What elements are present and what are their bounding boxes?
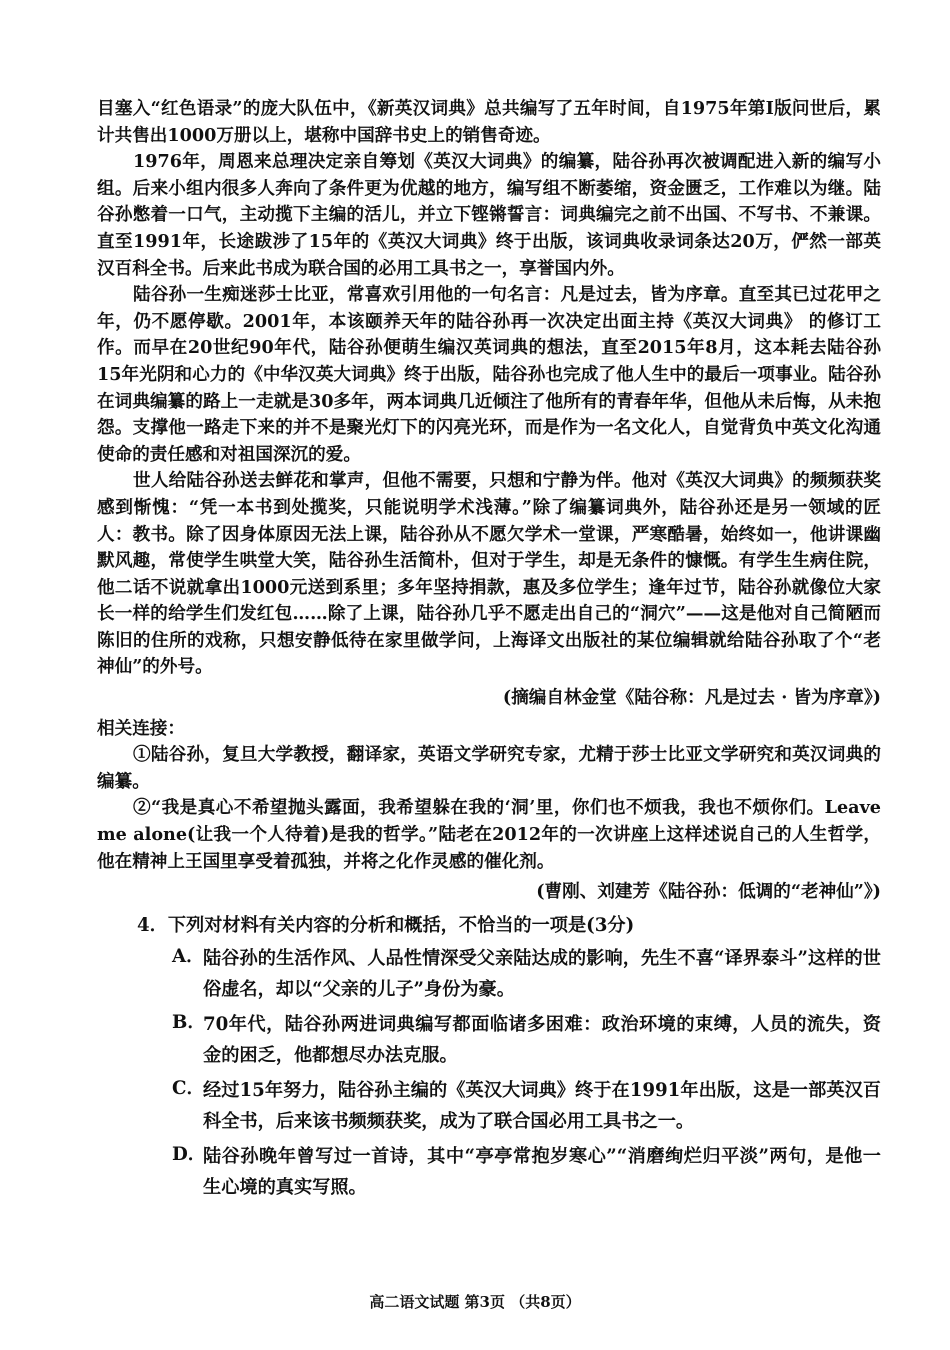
article-source: (摘编自林金堂《陆谷称：凡是过去 · 皆为序章》) bbox=[502, 687, 881, 709]
option-text: 70年代，陆谷孙两进词典编写都面临诸多困难：政治环境的束缚，人员的流失，资金的困乏，他都想尽办法克服。 bbox=[203, 1013, 881, 1066]
related-item-2: ②“我是真心不希望抛头露面，我希望躲在我的‘洞’里，你们也不烦我，我也不烦你们。Leave me alone(让我一个人待着)是我的哲学。”陆老在2012年的一次讲座上这样述说自己的人生哲学，他在精神上王国里享受着孤独，并将之化作灵感的催化剂。 bbox=[97, 797, 881, 872]
related-source: (曹刚、刘建芳《陆谷孙：低调的“老神仙”》) bbox=[536, 881, 881, 903]
option-letter: C． bbox=[172, 1077, 205, 1099]
article-paragraph-3: 陆谷孙一生痴迷莎士比亚，常喜欢引用他的一句名言：凡是过去，皆为序章。直至其已过花甲之年，仍不愿停歇。2001年，本该颐养天年的陆谷孙再一次决定出面主持《英汉大词典》 的修订工作。而早在20世纪90年代，陆谷孙便萌生编汉英词典的想法，直至2015年8月，这本耗去陆谷孙15年光阴和心力的《中华汉英大词典》终于出版，陆谷孙也完成了他人生中的最后一项事业。陆谷孙在词典编纂的路上一走就是30多年，两本词典几近倾注了他所有的青春年华，但他从未后悔，从未抱怨。支撑他一路走下来的并不是聚光灯下的闪亮光环，而是作为一名文化人，自觉背负中英文化沟通使命的责任感和对祖国深沉的爱。 bbox=[97, 284, 881, 465]
question-4 bbox=[97, 912, 881, 1203]
option-letter: A． bbox=[172, 945, 205, 967]
related-item-1: ①陆谷孙，复旦大学教授，翻译家，英语文学研究专家，尤精于莎士比亚文学研究和英汉词典的编纂。 bbox=[97, 744, 881, 792]
article-paragraph-1: 目塞入“红色语录”的庞大队伍中，《新英汉词典》总共编写了五年时间，自1975年第Ⅰ版问世后，累计共售出1000万册以上，堪称中国辞书史上的销售奇迹。 bbox=[97, 98, 881, 146]
article-paragraph-4: 世人给陆谷孙送去鲜花和掌声，但他不需要，只想和宁静为伴。他对《英汉大词典》的频频获奖感到惭愧：“凭一本书到处揽奖，只能说明学术浅薄。”除了编纂词典外，陆谷孙还是另一领域的匠人：教书。除了因身体原因无法上课，陆谷孙从不愿欠学术一堂课，严寒酷暑，始终如一，他讲课幽默风趣，常使学生哄堂大笑，陆谷孙生活简朴，但对于学生，却是无条件的慷慨。有学生生病住院，他二话不说就拿出1000元送到系里；多年坚持捐款，惠及多位学生；逢年过节，陆谷孙就像位大家长一样的给学生们发红包……除了上课，陆谷孙几乎不愿走出自己的“洞穴”——这是他对自己简陋而陈旧的住所的戏称，只想安静低待在家里做学问，上海译文出版社的某位编辑就给陆谷孙取了个“老神仙”的外号。 bbox=[97, 470, 881, 678]
question-stem: 4．下列对材料有关内容的分析和概括，不恰当的一项是(3分) bbox=[137, 914, 635, 936]
option-a[interactable] bbox=[172, 943, 881, 1005]
option-letter: B． bbox=[172, 1011, 206, 1033]
page-footer: 高二语文试题 第3页 （共8页） bbox=[369, 1293, 581, 1311]
option-text: 经过15年努力，陆谷孙主编的《英汉大词典》终于在1991年出版，这是一部英汉百科全书，后来该书频频获奖，成为了联合国必用工具书之一。 bbox=[203, 1079, 881, 1132]
option-b[interactable] bbox=[172, 1009, 881, 1071]
page-content bbox=[97, 96, 881, 1203]
option-d[interactable] bbox=[172, 1141, 881, 1203]
related-heading: 相关连接： bbox=[97, 717, 185, 739]
article-paragraph-2: 1976年，周恩来总理决定亲自筹划《英汉大词典》的编纂，陆谷孙再次被调配进入新的编写小组。后来小组内很多人奔向了条件更为优越的地方，编写组不断萎缩，资金匮乏，工作难以为继。陆谷孙憋着一口气，主动揽下主编的活儿，并立下铿锵誓言：词典编完之前不出国、不写书、不兼课。直至1991年，长途跋涉了15年的《英汉大词典》终于出版，该词典收录词条达20万，俨然一部英汉百科全书。后来此书成为联合国的必用工具书之一，享誉国内外。 bbox=[97, 151, 881, 279]
option-c[interactable] bbox=[172, 1075, 881, 1137]
option-text: 陆谷孙的生活作风、人品性情深受父亲陆达成的影响，先生不喜“译界泰斗”这样的世俗虚名，却以“父亲的儿子”身份为豪。 bbox=[203, 947, 881, 1000]
option-letter: D． bbox=[172, 1143, 206, 1165]
option-text: 陆谷孙晚年曾写过一首诗，其中“亭亭常抱岁寒心”“消磨绚烂归平淡”两句，是他一生心境的真实写照。 bbox=[203, 1145, 881, 1198]
